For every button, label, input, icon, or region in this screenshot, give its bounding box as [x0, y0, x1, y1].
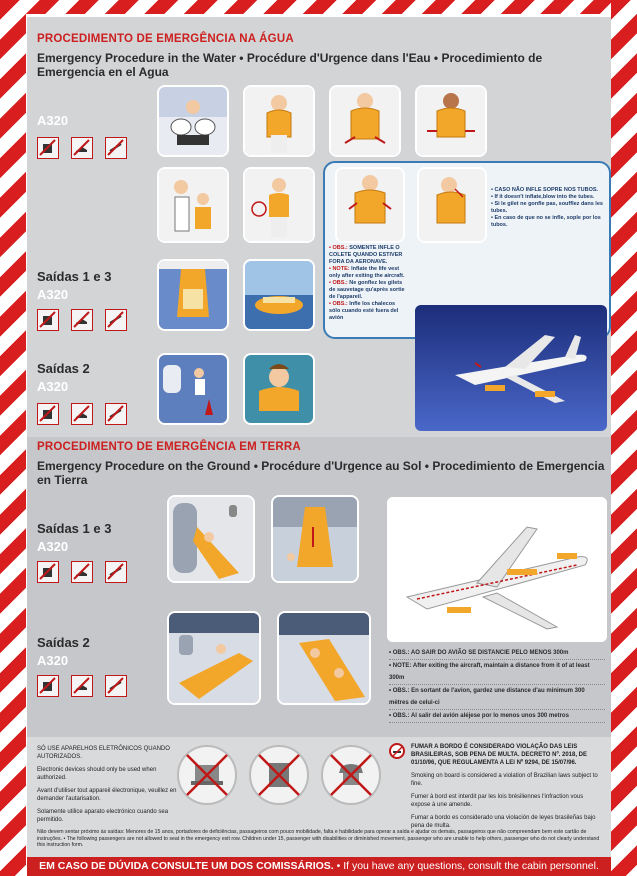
inflate-note-fr: • Si le gilet ne gonfle pas, soufflez dans les tubes. [491, 201, 603, 214]
person-water-vest-panel [243, 353, 315, 425]
footer-pt: EM CASO DE DÚVIDA CONSULTE UM DOS COMISSÁRIOS. [39, 860, 334, 872]
door-slide-panel [167, 495, 255, 583]
water-row3-model: A320 [37, 379, 69, 394]
no-sharp-objects-icon [105, 309, 127, 331]
ground-row1-icons [37, 561, 127, 583]
obs-line-es: • OBS.: Infle los chalecos sólo cuando esté fuera del avión [329, 301, 399, 321]
ground-note-en: • NOTE: After exiting the aircraft, maintain a distance from it of at least 300m [389, 660, 605, 685]
smoking-en: Smoking on board is considered a violation of Brazilian laws subject to fine. [411, 773, 598, 787]
no-sharp-objects-icon [105, 675, 127, 697]
footer-banner [27, 857, 611, 876]
exit-row-restrictions: Não devem sentar próximo às saídas: Menores de 15 anos, portadores de deficiências, passageiros com pouco mobilidade, falta e habilidade para operar a saída e ajudar os demais, passageiros que não compreendam bem este cartão de instruções. • The following passengers are not allowed to seat in the emergency exit row. Children under 15, passenger with disabilities or diminished movement, passenger who are unable to help others, passenger who do not clearly understand this instruction form. [37, 829, 600, 848]
striped-border-top [0, 0, 637, 14]
inflate-note-en: • If it doesn't inflate,blow into the tubes. [491, 194, 595, 200]
vest-step-1-panel [157, 85, 229, 157]
electronics-en: Electronic devices should only be used when authorized. [37, 767, 157, 781]
smoking-fr: Fumer à bord est interdit par les lois brésiliennes l'infraction vous expose à une amende. [411, 794, 584, 808]
water-row2-icons [37, 309, 127, 331]
blow-tube-panel [417, 167, 487, 243]
no-heels-icon [71, 309, 93, 331]
raft-slide-panel [157, 259, 229, 331]
water-row2-model: A320 [37, 287, 69, 302]
footer-en: • If you have any questions, consult the cabin personnel. [333, 860, 599, 872]
water-row3-label: Saídas 2 [37, 361, 90, 376]
no-luggage-icon [37, 137, 59, 159]
striped-border-right [611, 0, 637, 876]
no-sharp-objects-icon [105, 137, 127, 159]
no-heels-icon [71, 675, 93, 697]
ground-row2-model: A320 [37, 653, 69, 668]
vest-step-3-panel [329, 85, 401, 157]
obs-line-fr: • OBS.: Ne gonflez les gilets de sauvetage qu'après sortie de l'appareil. [329, 280, 405, 300]
water-plane-panel [415, 305, 607, 431]
electronics-pt: SÓ USE APARELHOS ELETRÔNICOS QUANDO AUTORIZADOS. [37, 746, 170, 760]
vest-child-step-panel [243, 167, 315, 243]
obs-line-en: • NOTE: Inflate the life vest only after exiting the aircraft. [329, 266, 405, 279]
safety-card [27, 17, 611, 857]
obs-inflate-notes [329, 245, 407, 322]
slide-bottom-panel [271, 495, 359, 583]
obs-line-pt: • OBS.: SOMENTE INFLE O COLETE QUANDO ESTIVER FORA DA AERONAVE. [329, 245, 403, 265]
wing-exit-panel [157, 353, 229, 425]
no-luggage-icon [37, 403, 59, 425]
water-title-pt: PROCEDIMENTO DE EMERGÊNCIA NA ÁGUA [37, 33, 294, 45]
ground-distance-notes [389, 647, 605, 723]
inflate-vest-panel [335, 167, 405, 243]
electronics-info [37, 745, 177, 829]
ground-row2-icons [37, 675, 127, 697]
smoking-info [411, 743, 601, 835]
electronics-fr: Avant d'utiliser tout appareil électronique, veuillez en demander l'autarisation. [37, 788, 177, 802]
smoking-pt: FUMAR A BORDO É CONSIDERADO VIOLAÇÃO DAS LEIS BRASILEIRAS, SOB PENA DE MULTA. DECRETO Nº. 2018, DE 01/10/96, QUE REGULAMENTA A LEI Nº 9294, DE 15/07/96. [411, 744, 587, 766]
inflate-note [491, 187, 603, 229]
no-luggage-icon [37, 675, 59, 697]
wing-slide-2-panel [277, 611, 371, 705]
ground-row1-label: Saídas 1 e 3 [37, 521, 112, 536]
ground-title-multi: Emergency Procedure on the Ground • Procédure d'Urgence au Sol • Procedimiento de Emergencia en Tierra [37, 459, 605, 487]
ground-plane-panel [387, 497, 607, 642]
no-luggage-icon [37, 561, 59, 583]
raft-floating-panel [243, 259, 315, 331]
no-phone-icon [321, 745, 381, 805]
inflate-note-pt: • CASO NÃO INFLE SOPRE NOS TUBOS. [491, 187, 599, 193]
water-row2-label: Saídas 1 e 3 [37, 269, 112, 284]
no-electronics-icon [249, 745, 309, 805]
no-heels-icon [71, 403, 93, 425]
child-vest-panel [157, 167, 229, 243]
no-sharp-objects-icon [105, 403, 127, 425]
ground-note-es: • OBS.: Al salir del avión aléjese por lo menos unos 300 metros [389, 710, 605, 723]
ground-row2-label: Saídas 2 [37, 635, 90, 650]
no-laptop-icon [177, 745, 237, 805]
water-row3-icons [37, 403, 127, 425]
inflate-note-es: • En caso de que no se infle, sople por los tubos. [491, 215, 601, 228]
water-row1-model: A320 [37, 113, 69, 128]
water-row1-icons [37, 137, 127, 159]
vest-step-4-panel [415, 85, 487, 157]
water-title-multi: Emergency Procedure in the Water • Procédure d'Urgence dans l'Eau • Procedimiento de Emergencia en el Agua [37, 51, 543, 79]
striped-border-left [0, 0, 26, 876]
no-heels-icon [71, 137, 93, 159]
ground-row1-model: A320 [37, 539, 69, 554]
ground-title-pt: PROCEDIMENTO DE EMERGÊNCIA EM TERRA [37, 441, 301, 453]
ground-note-pt: • OBS.: AO SAIR DO AVIÃO SE DISTANCIE PELO MENOS 300m [389, 647, 605, 660]
no-smoking-icon [389, 743, 405, 759]
vest-step-2-panel [243, 85, 315, 157]
no-sharp-objects-icon [105, 561, 127, 583]
wing-slide-panel [167, 611, 261, 705]
no-heels-icon [71, 561, 93, 583]
smoking-es: Fumar a bordo es considerado una violación de leyes brasileñas bajo pena de multa. [411, 815, 596, 829]
no-luggage-icon [37, 309, 59, 331]
electronics-es: Solamente utilice aparato electrónico cuando sea permitido. [37, 809, 169, 823]
ground-note-fr: • OBS.: En sortant de l'avion, gardez une distance d'au minimum 300 mètres de celui-ci [389, 685, 605, 710]
